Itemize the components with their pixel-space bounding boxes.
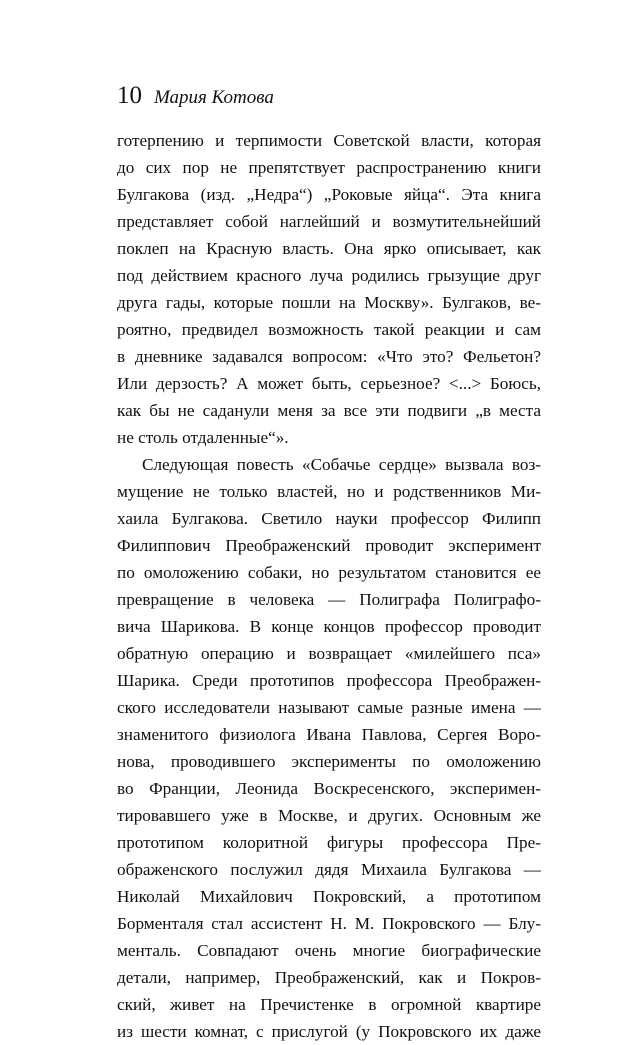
text-line: в дневнике задавался вопросом: «Что это? Фельетон? <box>117 347 541 366</box>
text-line: Шарика. Среди прототипов профессора Преображен- <box>117 671 541 690</box>
text-line: Следующая повесть «Собачье сердце» вызвала воз- <box>142 455 541 474</box>
text-line: Булгакова (изд. „Недра“) „Роковые яйца“. Эта книга <box>117 185 541 204</box>
text-line: тировавшего уже в Москве, и других. Основным же <box>117 806 541 825</box>
text-line: во Франции, Леонида Воскресенского, эксперимен- <box>117 779 541 798</box>
text-line: нова, проводившего эксперименты по омоложению <box>117 752 541 771</box>
text-line: поклеп на Красную власть. Она ярко описывает, как <box>117 239 541 258</box>
text-line: ского исследователи называют самые разные имена — <box>117 698 541 717</box>
paragraph <box>117 451 541 1045</box>
text-line: знаменитого физиолога Ивана Павлова, Сергея Воро- <box>117 725 541 744</box>
text-line: как бы не саданули меня за все эти подвиги „в места <box>117 401 541 420</box>
text-line: Борменталя стал ассистент Н. М. Покровского — Блу- <box>117 914 541 933</box>
text-line: роятно, предвидел возможность такой реакции и сам <box>117 320 541 339</box>
text-line: под действием красного луча родились грызущие друг <box>117 266 541 285</box>
text-line: по омоложению собаки, но результатом становится ее <box>117 563 541 582</box>
text-line: ображенского послужил дядя Михаила Булгакова — <box>117 860 541 879</box>
text-line: детали, например, Преображенский, как и Покров- <box>117 968 541 987</box>
text-line: прототипом колоритной фигуры профессора Пре- <box>117 833 541 852</box>
page-number: 10 <box>117 82 142 109</box>
text-line: Николай Михайлович Покровский, а прототипом <box>117 887 541 906</box>
text-line: ский, живет на Пречистенке в огромной квартире <box>117 995 541 1014</box>
text-line: из шести комнат, с прислугой (у Покровского их даже <box>117 1022 541 1041</box>
body-text <box>117 127 541 1045</box>
text-line: Или дерзость? А может быть, серьезное? <...> Боюсь, <box>117 374 541 393</box>
text-line: обратную операцию и возвращает «милейшего пса» <box>117 644 541 663</box>
author-name: Мария Котова <box>154 87 274 108</box>
paragraph <box>117 127 541 451</box>
text-line: Филиппович Преображенский проводит эксперимент <box>117 536 541 555</box>
text-line: готерпению и терпимости Советской власти, которая <box>117 131 541 150</box>
text-line: менталь. Совпадают очень многие биографические <box>117 941 541 960</box>
text-line: представляет собой наглейший и возмутительнейший <box>117 212 541 231</box>
text-line: вича Шарикова. В конце концов профессор проводит <box>117 617 541 636</box>
text-line: хаила Булгакова. Светило науки профессор Филипп <box>117 509 541 528</box>
text-line: мущение не только властей, но и родственников Ми- <box>117 482 541 501</box>
running-head <box>117 80 274 112</box>
text-line: друга гады, которые пошли на Москву». Булгаков, ве- <box>117 293 541 312</box>
text-line: превращение в человека — Полиграфа Полиграфо- <box>117 590 541 609</box>
text-line: до сих пор не препятствует распространению книги <box>117 158 541 177</box>
text-line: не столь отдаленные“». <box>117 428 289 447</box>
